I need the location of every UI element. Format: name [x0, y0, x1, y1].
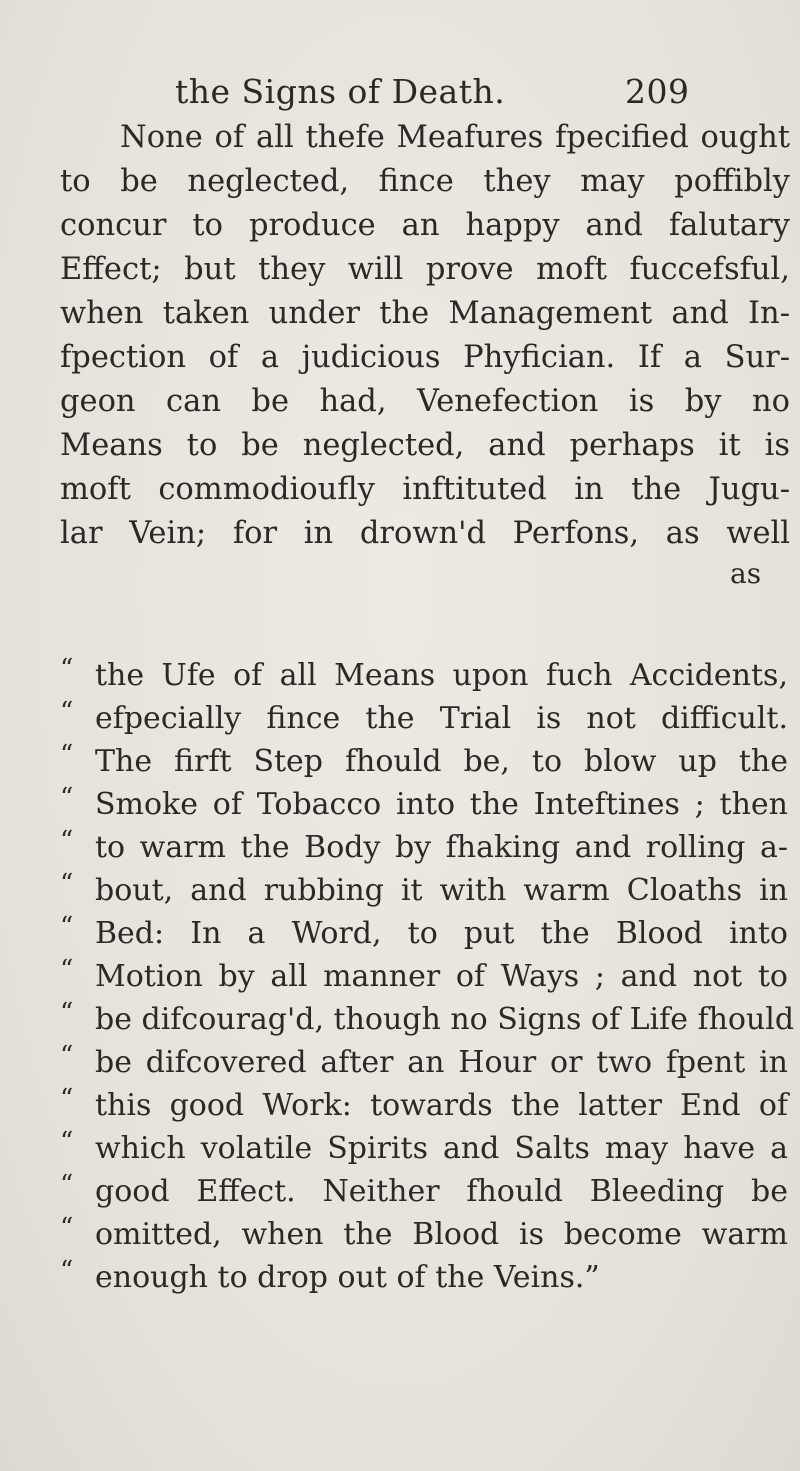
quote-mark: “	[60, 869, 74, 899]
quote-mark: “	[60, 697, 74, 727]
quote-line: “ the Ufe of all Means upon fuch Accidents,	[60, 654, 788, 697]
quote-line: “ this good Work: towards the latter End of	[60, 1084, 788, 1127]
quote-line: “ to warm the Body by fhaking and rolling a-	[60, 826, 788, 869]
quote-mark: “	[60, 1170, 74, 1200]
text-line: moft commodioufly inftituted in the Jugu-	[60, 472, 790, 507]
text-line: None of all thefe Meafures fpecified ought	[120, 120, 790, 155]
page-number: 209	[625, 72, 690, 111]
quote-line: “ omitted, when the Blood is become warm	[60, 1213, 788, 1256]
quote-line: “ be difcourag'd, though no Signs of Life fhould	[60, 998, 788, 1041]
quote-line: “ good Effect. Neither fhould Bleeding be	[60, 1170, 788, 1213]
quote-line: “ Smoke of Tobacco into the Inteftines ; then	[60, 783, 788, 826]
catchword: as	[730, 557, 762, 590]
quote-mark: “	[60, 998, 74, 1028]
quote-mark: “	[60, 1256, 74, 1286]
quote-mark: “	[60, 1084, 74, 1114]
quote-mark: “	[60, 1213, 74, 1243]
quote-line: “ efpecially fince the Trial is not difficult.	[60, 697, 788, 740]
quote-mark: “	[60, 1127, 74, 1157]
quote-mark: “	[60, 1041, 74, 1071]
text-line: concur to produce an happy and falutary	[60, 208, 790, 243]
running-title: the Signs of Death.	[175, 72, 506, 111]
quote-line: “ enough to drop out of the Veins.”	[60, 1256, 788, 1299]
quote-line: “ be difcovered after an Hour or two fpent in	[60, 1041, 788, 1084]
quote-line: “ bout, and rubbing it with warm Cloaths in	[60, 869, 788, 912]
quote-mark: “	[60, 912, 74, 942]
text-line: geon can be had, Venefection is by no	[60, 384, 790, 419]
text-line: fpection of a judicious Phyfician. If a Sur-	[60, 340, 790, 375]
text-line: Means to be neglected, and perhaps it is	[60, 428, 790, 463]
quote-mark: “	[60, 654, 74, 684]
text-line: Effect; but they will prove moft fuccefsful,	[60, 252, 790, 287]
running-header	[175, 70, 695, 114]
quote-mark: “	[60, 740, 74, 770]
text-line: lar Vein; for in drown'd Perfons, as well	[60, 516, 790, 551]
quote-line: “ which volatile Spirits and Salts may have a	[60, 1127, 788, 1170]
text-line: when taken under the Management and In-	[60, 296, 790, 331]
quote-line: “ Bed: In a Word, to put the Blood into	[60, 912, 788, 955]
quote-mark: “	[60, 783, 74, 813]
text-line: to be neglected, fince they may poffibly	[60, 164, 790, 199]
quote-line: “ The firft Step fhould be, to blow up the	[60, 740, 788, 783]
quote-mark: “	[60, 955, 74, 985]
quote-line: “ Motion by all manner of Ways ; and not to	[60, 955, 788, 998]
quote-mark: “	[60, 826, 74, 856]
